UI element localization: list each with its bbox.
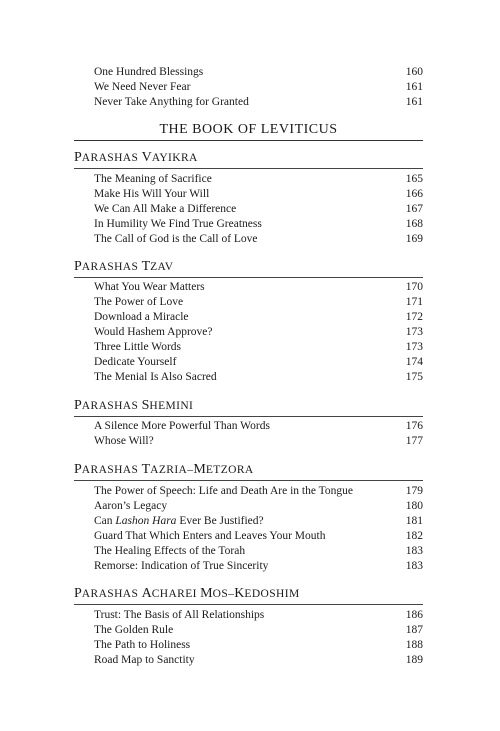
- entry-title: The Meaning of Sacrifice: [94, 173, 212, 185]
- toc-entry: [94, 419, 423, 434]
- entry-title: Trust: The Basis of All Relationships: [94, 609, 265, 621]
- entry-page-number: 168: [405, 218, 423, 230]
- entry-page-number: 186: [405, 609, 423, 621]
- entry-page-number: 173: [405, 326, 423, 338]
- toc-entry: [94, 544, 423, 559]
- entry-page-number: 179: [405, 485, 423, 497]
- entry-page-number: 169: [405, 233, 423, 245]
- entry-title: Aaron’s Legacy: [94, 500, 168, 512]
- toc-entry: [94, 95, 423, 110]
- entry-page-number: 160: [405, 66, 423, 78]
- toc-entry: [94, 217, 423, 232]
- toc-entry: [94, 484, 423, 499]
- entry-page-number: 187: [405, 624, 423, 636]
- toc-entry: [94, 280, 423, 295]
- entry-title: Never Take Anything for Granted: [94, 96, 249, 108]
- entry-title: We Need Never Fear: [94, 81, 191, 93]
- entry-title: In Humility We Find True Greatness: [94, 218, 262, 230]
- entry-title: Download a Miracle: [94, 311, 189, 323]
- section-heading-tazria-metzora: PARASHAS TAZRIA–METZORA: [74, 462, 254, 477]
- entry-page-number: 170: [405, 281, 423, 293]
- entry-title: We Can All Make a Difference: [94, 203, 237, 215]
- entry-page-number: 182: [405, 530, 423, 542]
- toc-entry: [94, 65, 423, 80]
- entry-page-number: 174: [405, 356, 423, 368]
- toc-entry: [94, 514, 423, 529]
- entry-title: What You Wear Matters: [94, 281, 205, 293]
- section-heading-shemini: PARASHAS SHEMINI: [74, 398, 194, 413]
- entry-page-number: 166: [405, 188, 423, 200]
- section-rule: [74, 604, 423, 605]
- entry-title: Make His Will Your Will: [94, 188, 210, 200]
- toc-entry: [94, 232, 423, 247]
- book-title: THE BOOK OF LEVITICUS: [159, 122, 338, 137]
- entry-title-italic: Lashon Hara: [115, 515, 177, 527]
- toc-entry: [94, 653, 423, 668]
- entry-title: Whose Will?: [94, 435, 154, 447]
- section-rule: [74, 277, 423, 278]
- entry-page-number: 171: [405, 296, 423, 308]
- entry-title: A Silence More Powerful Than Words: [94, 420, 270, 432]
- entry-title: Remorse: Indication of True Sincerity: [94, 560, 269, 572]
- toc-entry: [94, 559, 423, 574]
- toc-entry: [94, 434, 423, 449]
- entry-page-number: 165: [405, 173, 423, 185]
- entry-page-number: 181: [405, 515, 423, 527]
- entry-page-number: 173: [405, 341, 423, 353]
- entry-page-number: 183: [405, 560, 423, 572]
- entry-title: Guard That Which Enters and Leaves Your Mouth: [94, 530, 326, 542]
- entry-title: The Golden Rule: [94, 624, 174, 636]
- toc-entry: [94, 295, 423, 310]
- entry-page-number: 161: [405, 96, 423, 108]
- entry-title: The Power of Love: [94, 296, 184, 308]
- toc-entry: [94, 80, 423, 95]
- entry-title: Road Map to Sanctity: [94, 654, 195, 666]
- entry-title: The Menial Is Also Sacred: [94, 371, 217, 383]
- entry-title: The Path to Holiness: [94, 639, 191, 651]
- section-heading-tzav: PARASHAS TZAV: [74, 259, 174, 274]
- toc-entry: [94, 499, 423, 514]
- section-heading-acharei-mos-kedoshim: PARASHAS ACHAREI MOS–KEDOSHIM: [74, 586, 300, 601]
- section-rule: [74, 168, 423, 169]
- entry-title: One Hundred Blessings: [94, 66, 204, 78]
- entry-page-number: 183: [405, 545, 423, 557]
- toc-entry: [94, 638, 423, 653]
- entry-page-number: 161: [405, 81, 423, 93]
- entry-title: Three Little Words: [94, 341, 182, 353]
- section-rule: [74, 480, 423, 481]
- entry-title: The Call of God is the Call of Love: [94, 233, 258, 245]
- toc-entry: [94, 310, 423, 325]
- book-title-rule: [74, 140, 423, 141]
- toc-entry: [94, 325, 423, 340]
- entry-page-number: 180: [405, 500, 423, 512]
- toc-entry: [94, 529, 423, 544]
- entry-title: Can Lashon Hara Ever Be Justified?: [94, 515, 264, 527]
- toc-entry: [94, 370, 423, 385]
- section-heading-vayikra: PARASHAS VAYIKRA: [74, 150, 198, 165]
- entry-page-number: 188: [405, 639, 423, 651]
- toc-entry: [94, 340, 423, 355]
- entry-page-number: 175: [405, 371, 423, 383]
- entry-page-number: 189: [405, 654, 423, 666]
- entry-page-number: 172: [405, 311, 423, 323]
- entry-title: Dedicate Yourself: [94, 356, 177, 368]
- toc-entry: [94, 172, 423, 187]
- toc-entry: [94, 187, 423, 202]
- entry-title: The Power of Speech: Life and Death Are in the Tongue: [94, 485, 353, 497]
- toc-entry: [94, 608, 423, 623]
- section-rule: [74, 416, 423, 417]
- entry-title: Would Hashem Approve?: [94, 326, 213, 338]
- toc-entry: [94, 202, 423, 217]
- entry-page-number: 167: [405, 203, 423, 215]
- entry-title: The Healing Effects of the Torah: [94, 545, 246, 557]
- toc-entry: [94, 623, 423, 638]
- entry-page-number: 177: [405, 435, 423, 447]
- toc-entry: [94, 355, 423, 370]
- entry-page-number: 176: [405, 420, 423, 432]
